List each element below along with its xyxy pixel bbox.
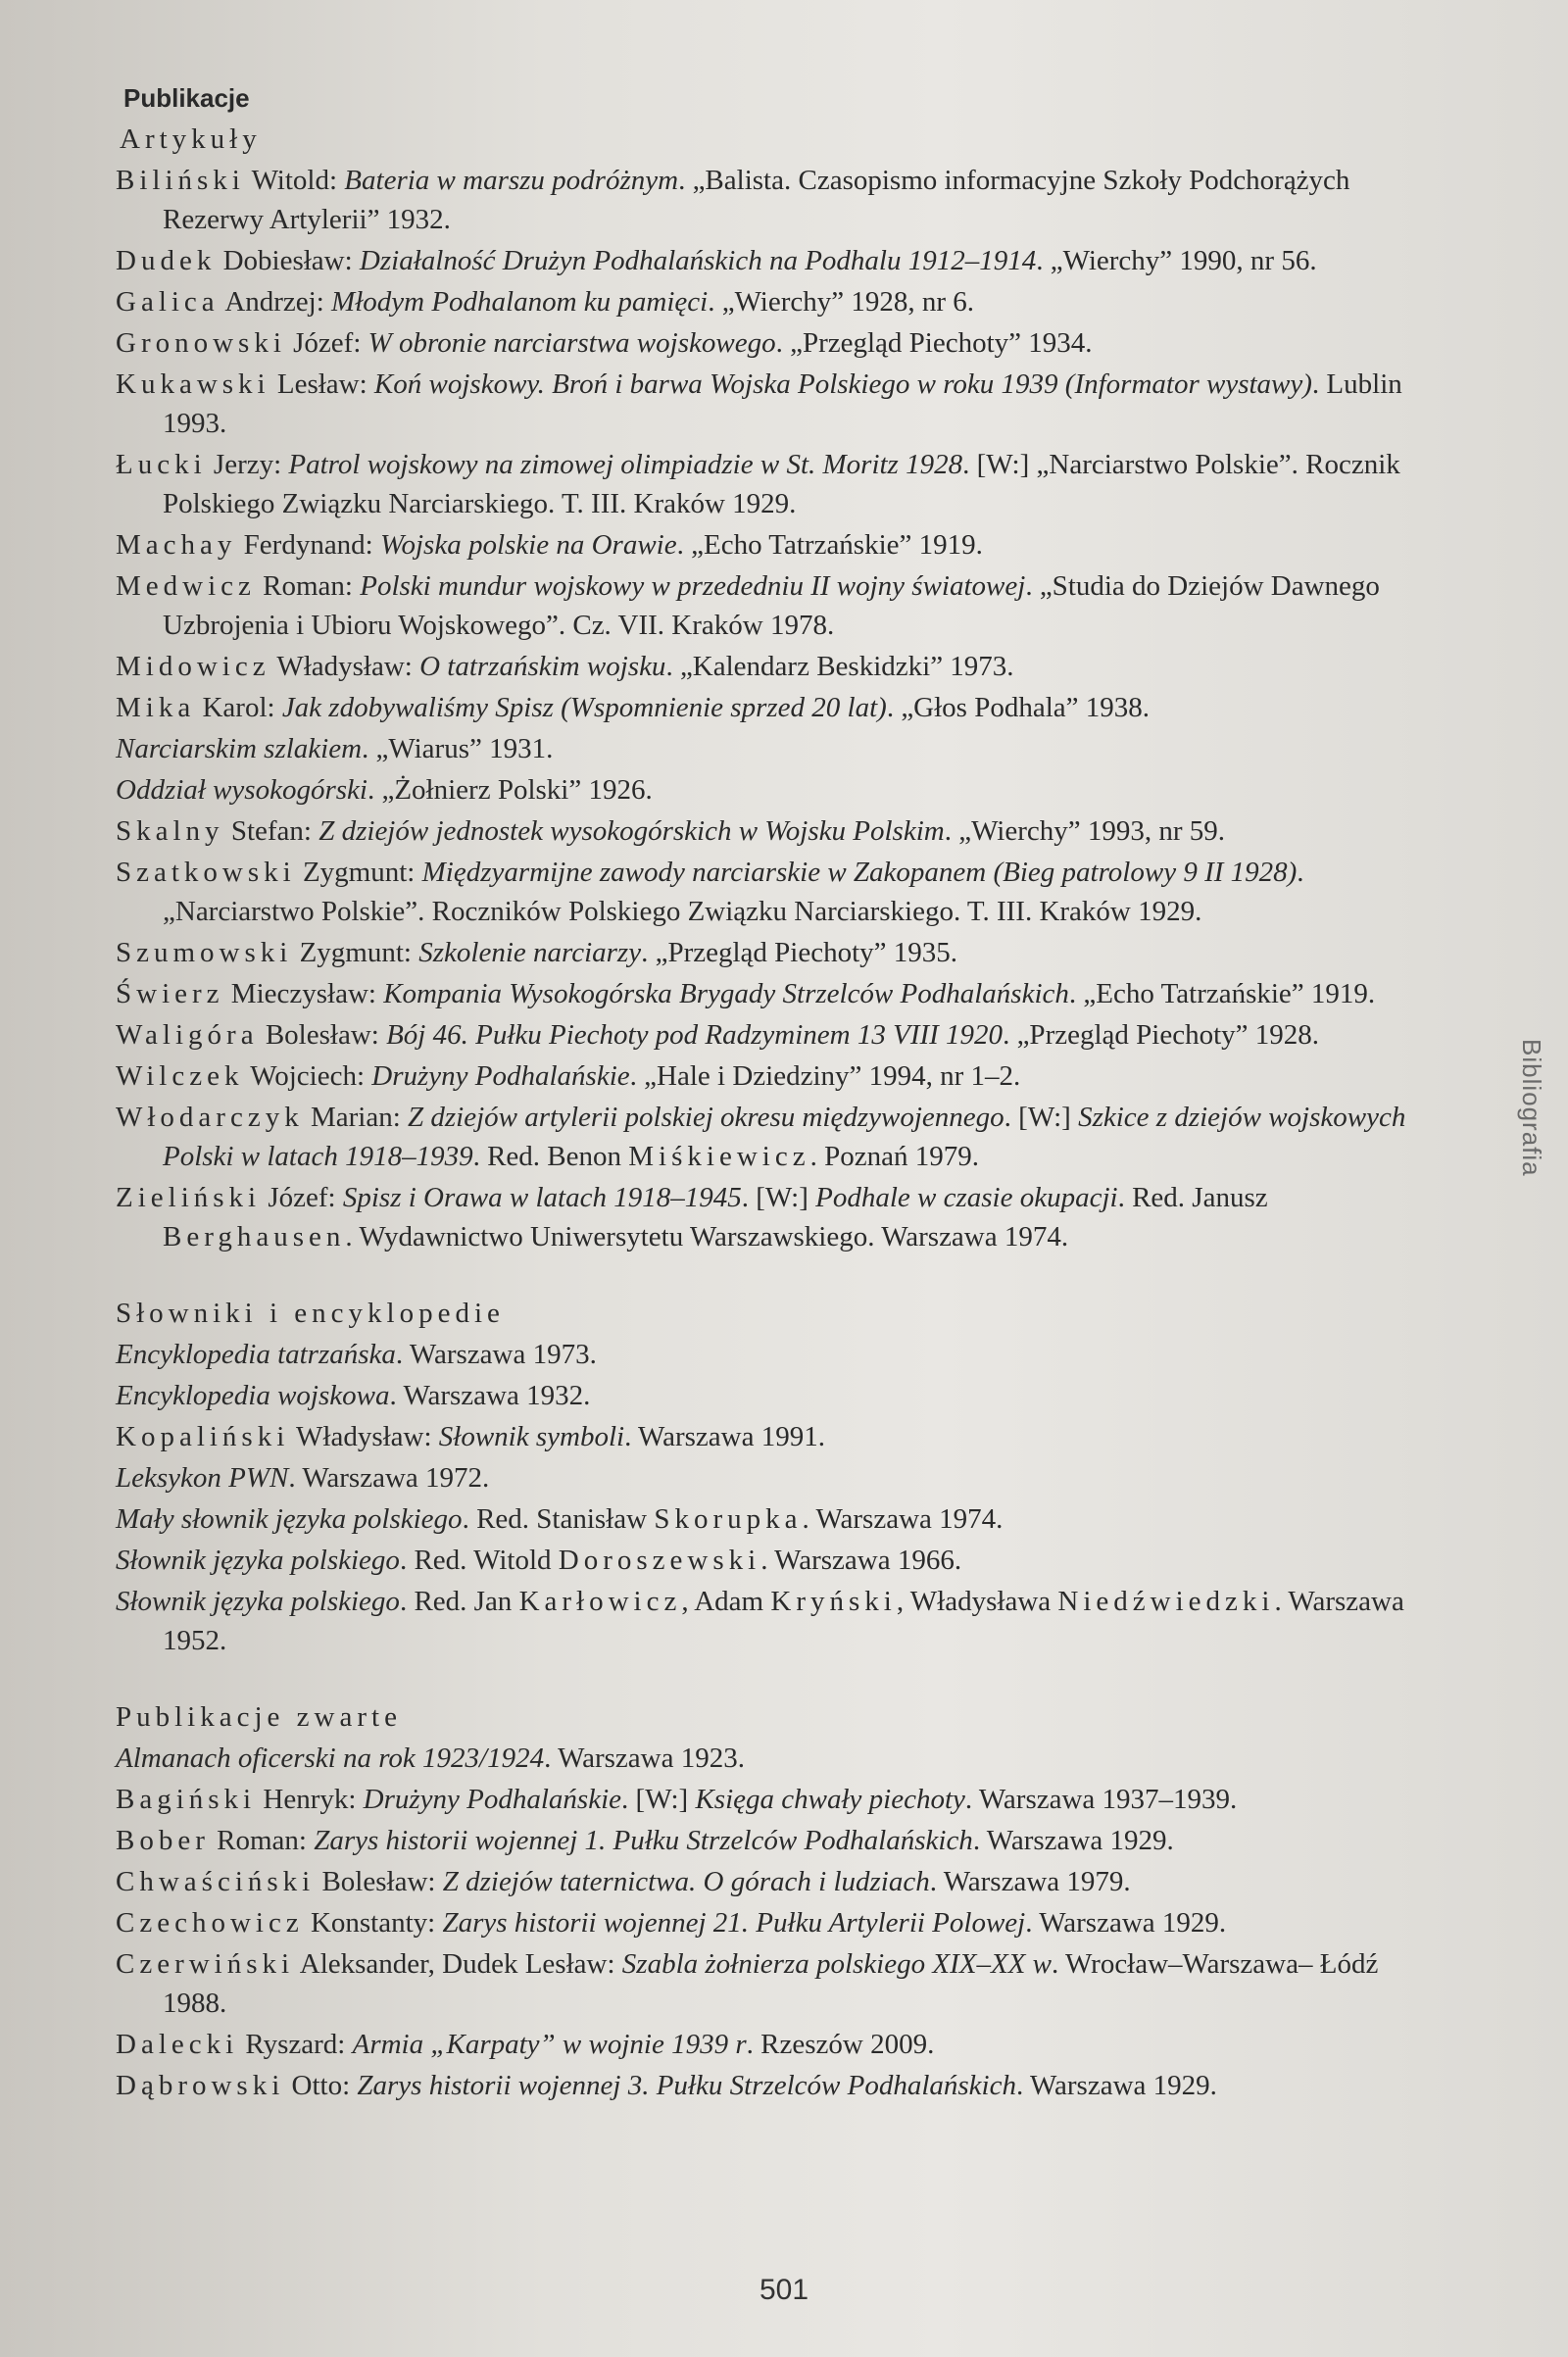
entry-title: Encyklopedia tatrzańska <box>116 1339 396 1370</box>
entry-title: Zarys historii wojennej 1. Pułku Strzelców Podhalańskich <box>314 1825 973 1856</box>
bibliography-entry <box>116 647 1429 686</box>
entry-title: Słownik języka polskiego <box>116 1586 400 1617</box>
entry-author-surname: Czerwiński <box>116 1948 295 1980</box>
entry-author-first-name: Jerzy: <box>213 449 282 480</box>
entry-editor-name: Berghausen <box>163 1221 346 1252</box>
entry-author-surname: Chwaściński <box>116 1866 316 1897</box>
entry-details: . „Kalendarz Beskidzki” 1973. <box>665 651 1014 682</box>
entry-title: Polski mundur wojskowy w przededniu II wojny światowej <box>360 570 1026 602</box>
bibliography-entry <box>116 1821 1429 1860</box>
entry-details: . Warszawa 1929. <box>1025 1907 1227 1939</box>
bibliography-entry <box>116 1417 1429 1456</box>
bibliography-entry <box>116 1178 1429 1256</box>
entry-details: . „Wierchy” 1993, nr 59. <box>944 815 1226 847</box>
entry-author-surname: Zieliński <box>116 1182 262 1213</box>
entry-title: Zarys historii wojennej 3. Pułku Strzelców Podhalańskich <box>357 2070 1016 2101</box>
entry-details: . Warszawa 1974. <box>802 1503 1004 1535</box>
entry-editor-name: Karłowicz <box>518 1586 682 1617</box>
entry-title: Wojska polskie na Orawie <box>380 529 677 561</box>
bibliography-entry <box>116 282 1429 321</box>
entry-editor-name: Kryński <box>770 1586 897 1617</box>
entry-author-first-name: Bolesław: <box>321 1866 436 1897</box>
entry-author-surname: Machay <box>116 529 237 561</box>
entry-title: Drużyny Podhalańskie <box>371 1060 630 1092</box>
entry-title: Szkolenie narciarzy <box>418 937 642 968</box>
entry-title: Międzyarmijne zawody narciarskie w Zakopanem (Bieg patrolowy 9 II 1928) <box>421 857 1298 888</box>
entry-author-first-name: Władysław: <box>296 1421 432 1452</box>
bibliography-entry <box>116 323 1429 363</box>
entry-author-first-name: Zygmunt: <box>299 937 412 968</box>
entry-details: . Warszawa 1979. <box>929 1866 1131 1897</box>
entry-details: . „Echo Tatrzańskie” 1919. <box>1068 978 1376 1009</box>
entry-details: . „Wiarus” 1931. <box>362 733 554 764</box>
bibliography-entry <box>116 933 1429 972</box>
entry-details: . „Narciarstwo Polskie”. Roczników Polskiego Związku Narciarskiego. T. III. Kraków 1929. <box>163 857 1304 927</box>
entry-title: Słownik symboli <box>438 1421 625 1452</box>
dictionaries-list <box>76 1335 1429 1660</box>
entry-details: . Red. Janusz <box>1117 1182 1268 1213</box>
entry-author-surname: Galica <box>116 286 220 318</box>
entry-title: O tatrzańskim wojsku <box>419 651 666 682</box>
entry-title: Mały słownik języka polskiego <box>116 1503 463 1535</box>
entry-details: . „Przegląd Piechoty” 1935. <box>641 937 958 968</box>
bibliography-entry <box>116 566 1429 645</box>
entry-author-surname: Biliński <box>116 165 245 196</box>
entry-author-first-name: Marian: <box>310 1102 401 1133</box>
entry-title: Koń wojskowy. Broń i barwa Wojska Polskiego w roku 1939 (Informator wystawy) <box>373 368 1312 400</box>
entry-author-surname: Midowicz <box>116 651 270 682</box>
entry-editor-name: Skorupka <box>654 1503 803 1535</box>
entry-title: Jak zdobywaliśmy Spisz (Wspomnienie sprzed 20 lat) <box>281 692 887 723</box>
entry-details: . Warszawa 1929. <box>1015 2070 1217 2101</box>
entry-details: . „Żołnierz Polski” 1926. <box>367 774 653 806</box>
entry-details: . Poznań 1979. <box>809 1141 979 1172</box>
entry-details: . Red. Stanisław <box>462 1503 655 1535</box>
entry-title: Almanach oficerski na rok 1923/1924 <box>116 1743 545 1774</box>
entry-title: Z dziejów jednostek wysokogórskich w Wojsku Polskim <box>318 815 945 847</box>
entry-title: Kompania Wysokogórska Brygady Strzelców Podhalańskich <box>383 978 1069 1009</box>
entry-details: . Warszawa 1923. <box>544 1743 745 1774</box>
entry-author-first-name: Mieczysław: <box>230 978 376 1009</box>
entry-details: . Warszawa 1966. <box>760 1545 962 1576</box>
entry-author-surname: Szumowski <box>116 937 293 968</box>
entry-title: Z dziejów artylerii polskiej okresu międzywojennego <box>408 1102 1004 1133</box>
entry-author-surname: Bagiński <box>116 1784 257 1815</box>
bibliography-entry <box>116 974 1429 1013</box>
entry-details: . [W:] <box>621 1784 696 1815</box>
bibliography-entry <box>116 1739 1429 1778</box>
entry-author-first-name: Władysław: <box>276 651 413 682</box>
bibliography-entry <box>116 1541 1429 1580</box>
entry-title: Szkice z dziejów wojskowych Polski w latach 1918–1939 <box>163 1102 1406 1172</box>
entry-author-surname: Kukawski <box>116 368 270 400</box>
entry-author-first-name: Ferdynand: <box>243 529 373 561</box>
entry-title: Bateria w marszu podróżnym <box>344 165 679 196</box>
section-title-articles: Artykuły <box>120 123 262 155</box>
entry-details: . Warszawa 1937–1939. <box>964 1784 1238 1815</box>
entry-author-surname: Waligóra <box>116 1019 259 1051</box>
entry-author-first-name: Wojciech: <box>250 1060 366 1092</box>
entry-details: . „Wierchy” 1990, nr 56. <box>1036 245 1317 276</box>
bibliography-entry <box>116 1015 1429 1055</box>
entry-author-first-name: Andrzej: <box>224 286 324 318</box>
entry-editor-name: Niedźwiedzki <box>1057 1586 1275 1617</box>
bibliography-entry <box>116 1499 1429 1539</box>
entry-author-first-name: Roman: <box>263 570 353 602</box>
entry-title: Oddział wysokogórski <box>116 774 368 806</box>
page-heading: Publikacje <box>123 83 250 113</box>
bibliography-entry <box>116 1056 1429 1096</box>
entry-author-surname: Kopaliński <box>116 1421 290 1452</box>
entry-details: . „Balista. Czasopismo informacyjne Szkoły Podchorążych Rezerwy Artylerii” 1932. <box>163 165 1350 235</box>
entry-details: Dudek Lesław: <box>442 1948 622 1980</box>
entry-editor-name: Doroszewski <box>558 1545 761 1576</box>
entry-author-surname: Wilczek <box>116 1060 244 1092</box>
entry-author-first-name: Lesław: <box>276 368 368 400</box>
section-title-books: Publikacje zwarte <box>116 1701 402 1733</box>
entry-details: . Warszawa 1991. <box>624 1421 825 1452</box>
entry-editor-name: Miśkiewicz <box>628 1141 810 1172</box>
entry-title: Podhale w czasie okupacji <box>815 1182 1118 1213</box>
bibliography-entry <box>116 2025 1429 2064</box>
entry-details: . Rzeszów 2009. <box>746 2029 935 2060</box>
entry-title: Słownik języka polskiego <box>116 1545 400 1576</box>
entry-title: Spisz i Orawa w latach 1918–1945 <box>342 1182 742 1213</box>
bibliography-entry <box>116 1098 1429 1176</box>
entry-author-first-name: Józef: <box>293 327 362 359</box>
bibliography-entry <box>116 1903 1429 1942</box>
entry-author-surname: Gronowski <box>116 327 286 359</box>
bibliography-entry <box>116 241 1429 280</box>
entry-title: Działalność Drużyn Podhalańskich na Podhalu 1912–1914 <box>359 245 1037 276</box>
entry-author-surname: Łucki <box>116 449 207 480</box>
entry-details: . Red. Benon <box>472 1141 629 1172</box>
bibliography-entry <box>116 853 1429 931</box>
entry-author-surname: Włodarczyk <box>116 1102 304 1133</box>
entry-details: , Adam <box>681 1586 771 1617</box>
entry-details: , Władysława <box>896 1586 1058 1617</box>
entry-details: . Wrocław–Warszawa– Łódź 1988. <box>163 1948 1379 2019</box>
bibliography-entry <box>116 1582 1429 1660</box>
entry-details: . „Przegląd Piechoty” 1934. <box>775 327 1093 359</box>
entry-author-surname: Medwicz <box>116 570 256 602</box>
bibliography-entry <box>116 688 1429 727</box>
bibliography-entry <box>116 2066 1429 2105</box>
entry-author-first-name: Otto: <box>291 2070 351 2101</box>
entry-author-first-name: Karol: <box>202 692 275 723</box>
entry-author-surname: Szatkowski <box>116 857 296 888</box>
entry-details: . [W:] „Narciarstwo Polskie”. Rocznik Polskiego Związku Narciarskiego. T. III. Kraków 1929. <box>163 449 1400 519</box>
entry-author-first-name: Henryk: <box>263 1784 357 1815</box>
entry-details: . Warszawa 1932. <box>389 1380 591 1411</box>
entry-title: W obronie narciarstwa wojskowego <box>368 327 776 359</box>
entry-details: . Warszawa 1952. <box>163 1586 1404 1656</box>
bibliography-entry <box>116 365 1429 443</box>
entry-author-surname: Dalecki <box>116 2029 239 2060</box>
section-title-dictionaries: Słowniki i encyklopedie <box>116 1298 505 1329</box>
bibliography-entry <box>116 1458 1429 1498</box>
bibliography-entry <box>116 445 1429 523</box>
bibliography-entry <box>116 729 1429 768</box>
bibliography-entry <box>116 811 1429 851</box>
entry-title: Drużyny Podhalańskie <box>363 1784 622 1815</box>
entry-author-first-name: Józef: <box>268 1182 336 1213</box>
entry-author-surname: Dudek <box>116 245 217 276</box>
entry-details: . Red. Witold <box>399 1545 559 1576</box>
entry-details: . „Studia do Dziejów Dawnego Uzbrojenia i Ubioru Wojskowego”. Cz. VII. Kraków 1978. <box>163 570 1380 641</box>
articles-list <box>76 161 1429 1256</box>
entry-title: Młodym Podhalanom ku pamięci <box>331 286 709 318</box>
entry-author-surname: Mika <box>116 692 196 723</box>
entry-details: . Warszawa 1929. <box>972 1825 1174 1856</box>
books-list <box>76 1739 1429 2105</box>
entry-title: Armia „Karpaty” w wojnie 1939 r <box>352 2029 747 2060</box>
entry-details: . „Hale i Dziedziny” 1994, nr 1–2. <box>629 1060 1021 1092</box>
entry-author-surname: Dąbrowski <box>116 2070 285 2101</box>
entry-details: . Lublin 1993. <box>163 368 1402 439</box>
entry-details: . „Wierchy” 1928, nr 6. <box>708 286 975 318</box>
entry-details: . Red. Jan <box>399 1586 519 1617</box>
entry-details: . [W:] <box>741 1182 816 1213</box>
entry-author-first-name: Dobiesław: <box>222 245 353 276</box>
entry-title: Bój 46. Pułku Piechoty pod Radzyminem 13 VIII 1920 <box>386 1019 1004 1051</box>
entry-title: Szabla żołnierza polskiego XIX–XX w <box>621 1948 1052 1980</box>
entry-title: Patrol wojskowy na zimowej olimpiadzie w St. Moritz 1928 <box>288 449 963 480</box>
entry-title: Leksykon PWN <box>116 1462 289 1494</box>
entry-title: Z dziejów taternictwa. O górach i ludziach <box>442 1866 930 1897</box>
entry-title: Encyklopedia wojskowa <box>116 1380 390 1411</box>
bibliography-entry <box>116 1862 1429 1901</box>
entry-author-surname: Bober <box>116 1825 210 1856</box>
entry-author-first-name: Stefan: <box>230 815 312 847</box>
section-side-label: Bibliografia <box>1517 1039 1546 1177</box>
entry-author-first-name: Konstanty: <box>310 1907 436 1939</box>
entry-title: Narciarskim szlakiem <box>116 733 363 764</box>
bibliography-entry <box>116 161 1429 239</box>
bibliography-content <box>76 78 1429 2107</box>
entry-author-first-name: Roman: <box>217 1825 307 1856</box>
bibliography-entry <box>116 525 1429 565</box>
bibliography-entry <box>116 1944 1429 2023</box>
bibliography-entry <box>116 1335 1429 1374</box>
entry-details: . Wydawnictwo Uniwersytetu Warszawskiego. Warszawa 1974. <box>345 1221 1069 1252</box>
bibliography-entry <box>116 1780 1429 1819</box>
bibliography-entry <box>116 770 1429 810</box>
entry-details: . Warszawa 1973. <box>395 1339 597 1370</box>
entry-author-surname: Czechowicz <box>116 1907 304 1939</box>
entry-details: . Warszawa 1972. <box>288 1462 490 1494</box>
entry-title: Księga chwały piechoty <box>695 1784 965 1815</box>
entry-author-surname: Skalny <box>116 815 224 847</box>
entry-author-first-name: Aleksander, <box>299 1948 435 1980</box>
entry-details: . [W:] <box>1004 1102 1079 1133</box>
entry-author-surname: Świerz <box>116 978 224 1009</box>
entry-details: . „Przegląd Piechoty” 1928. <box>1003 1019 1319 1051</box>
page-number: 501 <box>759 2274 809 2306</box>
entry-author-first-name: Bolesław: <box>265 1019 379 1051</box>
entry-author-first-name: Ryszard: <box>245 2029 346 2060</box>
entry-details: . „Echo Tatrzańskie” 1919. <box>676 529 983 561</box>
entry-details: . „Głos Podhala” 1938. <box>886 692 1151 723</box>
entry-author-first-name: Zygmunt: <box>302 857 416 888</box>
entry-author-first-name: Witold: <box>251 165 338 196</box>
bibliography-entry <box>116 1376 1429 1415</box>
entry-title: Zarys historii wojennej 21. Pułku Artylerii Polowej <box>442 1907 1026 1939</box>
